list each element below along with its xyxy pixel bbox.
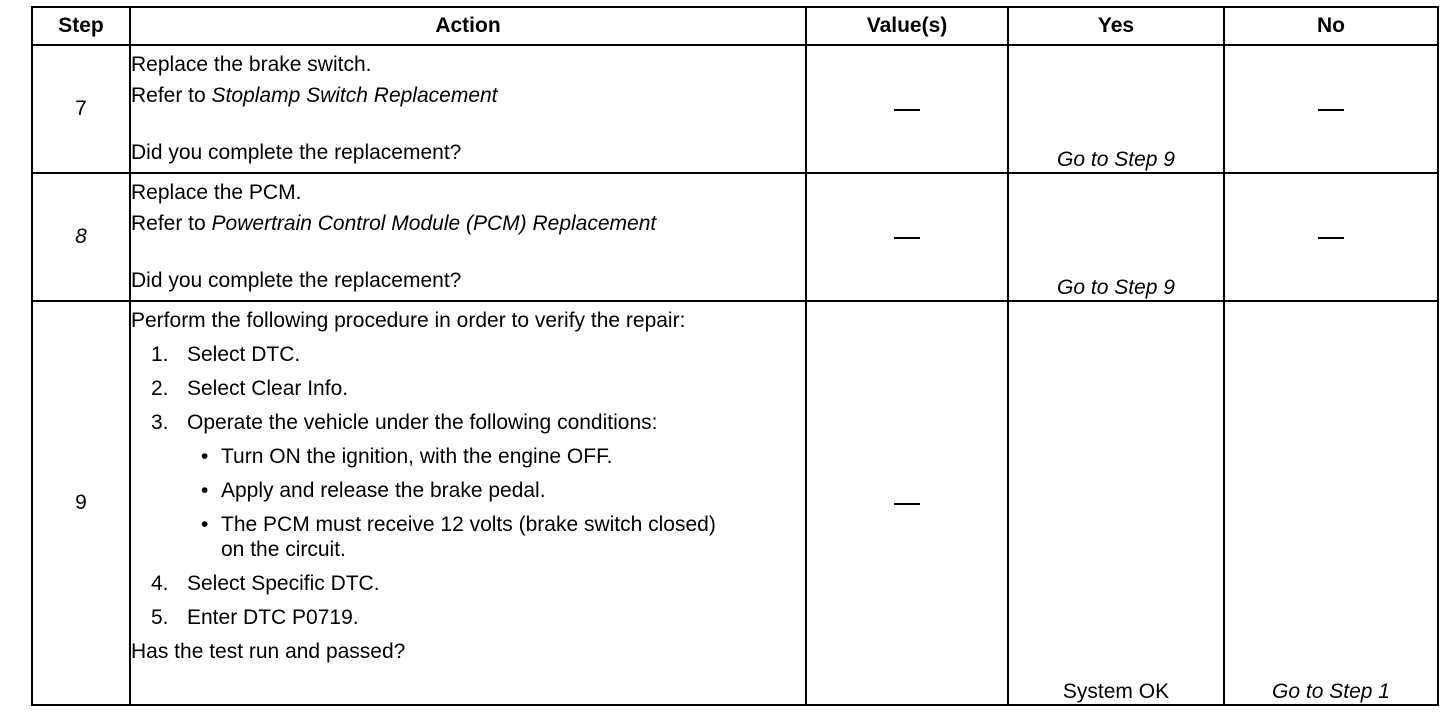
yes-outcome[interactable]: Go to Step 9 <box>1008 173 1224 301</box>
header-no: No <box>1224 7 1438 45</box>
list-item <box>131 605 805 630</box>
action-instruction: Replace the brake switch. <box>131 53 372 76</box>
list-item <box>131 410 805 562</box>
procedure-sheet <box>31 6 1437 706</box>
no-cell <box>1224 45 1438 173</box>
action-reference <box>131 83 805 108</box>
table-row-step-8 <box>32 173 1438 301</box>
value-dash <box>894 237 920 239</box>
item-text: Operate the vehicle under the following conditions: <box>187 411 658 434</box>
no-dash <box>1318 109 1344 111</box>
table-row-step-7 <box>32 45 1438 173</box>
bullet-item <box>187 512 741 562</box>
step-number: 8 <box>32 173 130 301</box>
bullet-icon: • <box>201 445 209 468</box>
value-dash <box>894 503 920 505</box>
step-number: 9 <box>32 301 130 705</box>
item-text: Select Specific DTC. <box>187 572 380 595</box>
item-text: Select DTC. <box>187 343 301 366</box>
refer-prefix: Refer to <box>131 212 212 235</box>
item-number: 2. <box>151 377 169 400</box>
reference-link[interactable]: Stoplamp Switch Replacement <box>211 84 498 107</box>
bullet-icon: • <box>201 513 209 536</box>
yes-outcome[interactable]: System OK <box>1008 301 1224 705</box>
no-cell <box>1224 173 1438 301</box>
bullet-text: Apply and release the brake pedal. <box>221 479 546 502</box>
action-cell <box>130 301 806 705</box>
reference-link[interactable]: Powertrain Control Module (PCM) Replacement <box>211 212 657 235</box>
procedure-list <box>131 342 805 630</box>
action-question: Did you complete the replacement? <box>131 269 462 292</box>
no-outcome[interactable]: Go to Step 1 <box>1224 301 1438 705</box>
list-item <box>131 376 805 401</box>
value-cell <box>806 45 1008 173</box>
bullet-text: Turn ON the ignition, with the engine OFF. <box>221 445 613 468</box>
header-action: Action <box>130 7 806 45</box>
list-item <box>131 571 805 596</box>
bullet-text: The PCM must receive 12 volts (brake switch closed) on the circuit. <box>221 513 716 561</box>
diagnostic-table <box>31 6 1439 706</box>
bullet-item <box>187 444 805 469</box>
value-dash <box>894 109 920 111</box>
item-number: 4. <box>151 572 169 595</box>
action-instruction: Replace the PCM. <box>131 181 302 204</box>
action-cell <box>130 173 806 301</box>
bullet-item <box>187 478 805 503</box>
header-yes: Yes <box>1008 7 1224 45</box>
refer-prefix: Refer to <box>131 84 212 107</box>
value-cell <box>806 301 1008 705</box>
condition-list <box>187 444 805 562</box>
yes-outcome[interactable]: Go to Step 9 <box>1008 45 1224 173</box>
item-number: 1. <box>151 343 169 366</box>
item-number: 3. <box>151 411 169 434</box>
step-number: 7 <box>32 45 130 173</box>
header-values: Value(s) <box>806 7 1008 45</box>
value-cell <box>806 173 1008 301</box>
action-cell <box>130 45 806 173</box>
list-item <box>131 342 805 367</box>
item-text: Select Clear Info. <box>187 377 349 400</box>
item-text: Enter DTC P0719. <box>187 606 359 629</box>
item-number: 5. <box>151 606 169 629</box>
table-row-step-9 <box>32 301 1438 705</box>
action-intro: Perform the following procedure in order to verify the repair: <box>131 309 686 332</box>
no-dash <box>1318 237 1344 239</box>
header-step: Step <box>32 7 130 45</box>
action-reference <box>131 211 805 236</box>
bullet-icon: • <box>201 479 209 502</box>
table-header-row <box>32 7 1438 45</box>
action-question: Did you complete the replacement? <box>131 141 462 164</box>
action-question: Has the test run and passed? <box>131 640 406 663</box>
